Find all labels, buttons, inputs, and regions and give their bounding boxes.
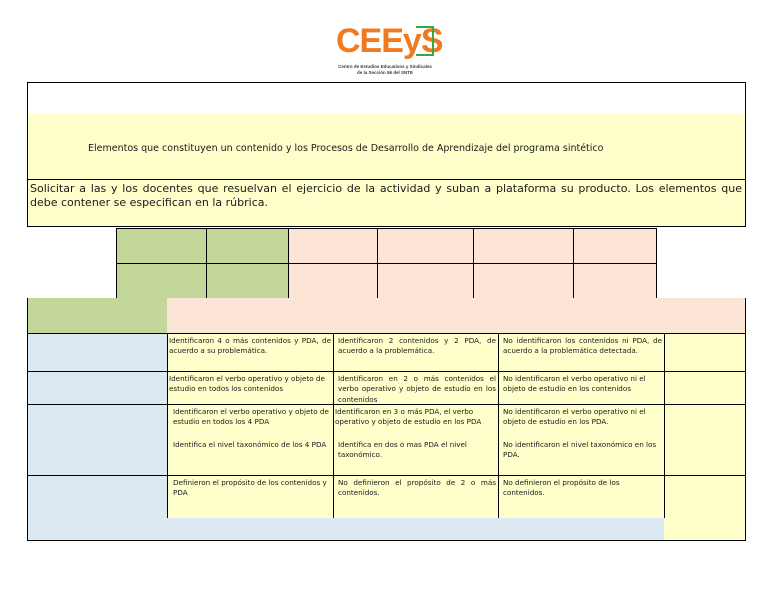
rubric-row3-excellent-a: Identificaron el verbo operativo y objeto de estudio en todos los 4 PDA [173, 407, 329, 427]
rubric-row3-excellent-b: Identifica el nivel taxonómico de los 4 PDA [173, 440, 327, 449]
score-grid [116, 228, 657, 298]
title-box [27, 82, 746, 115]
logo-wordmark: CEEyS [336, 22, 443, 60]
rubric-footer-strip [28, 518, 664, 540]
logo-frame-icon [416, 26, 434, 56]
rubric-row4-excellent: Definieron el propósito de los contenidos y PDA [173, 478, 327, 498]
rubric-criterion-column [28, 333, 167, 518]
instruction-band [27, 179, 746, 227]
rubric-row1-insufficient: No identificaron los contenidos ni PDA, de acuerdo a la problemática detectada. [503, 336, 662, 356]
logo-subtitle-1: Centro de Estudios Educativos y Sindicales [338, 64, 432, 69]
rubric-row2-excellent: Identificaron el verbo operativo y objeto de estudio en todos los contenidos [169, 374, 325, 394]
rubric-row2-good: Identificaron en 2 o más contenidos el verbo operativo y objeto de estudio en los contenidos [338, 374, 496, 404]
logo [330, 22, 443, 82]
score-cell [117, 263, 207, 298]
score-cell [207, 263, 289, 298]
rubric-header-criterion [28, 298, 167, 333]
rubric-row4-insufficient: No definieron el propósito de los contenidos. [503, 478, 620, 498]
rubric-row3-insufficient-a: No identificaron el verbo operativo ni el objeto de estudio en los PDA. [503, 407, 646, 427]
rubric-table [27, 298, 746, 541]
rubric-score-column [664, 333, 745, 540]
rubric-row3-insufficient-b: No identificaron el nivel taxonómico en los PDA. [503, 440, 657, 460]
rubric-row4-good: No definieron el propósito de 2 o más contenidos. [338, 478, 496, 498]
rubric-row1-excellent: Identificaron 4 o más contenidos y PDA, de acuerdo a su problemática. [169, 336, 331, 356]
logo-subtitle-2: de la Sección 56 del SNTE [356, 70, 414, 75]
rubric-row3-good-a: Identificaron en 3 o más PDA, el verbo operativo y objeto de estudio en los PDA [335, 407, 482, 427]
score-cell [117, 229, 207, 263]
score-cell [207, 229, 289, 263]
heading-text: Elementos que constituyen un contenido y los Procesos de Desarrollo de Aprendizaje del programa sintético [88, 143, 604, 154]
rubric-row2-insufficient: No identificaron el verbo operativo ni el objeto de estudio en los contenidos [503, 374, 646, 394]
rubric-row1-good: Identificaron 2 contenidos y 2 PDA, de acuerdo a la problemática. [338, 336, 496, 356]
heading-band [27, 114, 746, 180]
instruction-text: Solicitar a las y los docentes que resuelvan el ejercicio de la actividad y suban a plataforma su producto. Los elementos que debe contener se especifican en la rúbrica. [30, 182, 742, 210]
rubric-header-levels [167, 298, 745, 333]
rubric-row3-good-b: Identifica en dos o mas PDA el nivel taxonómico. [338, 440, 467, 460]
